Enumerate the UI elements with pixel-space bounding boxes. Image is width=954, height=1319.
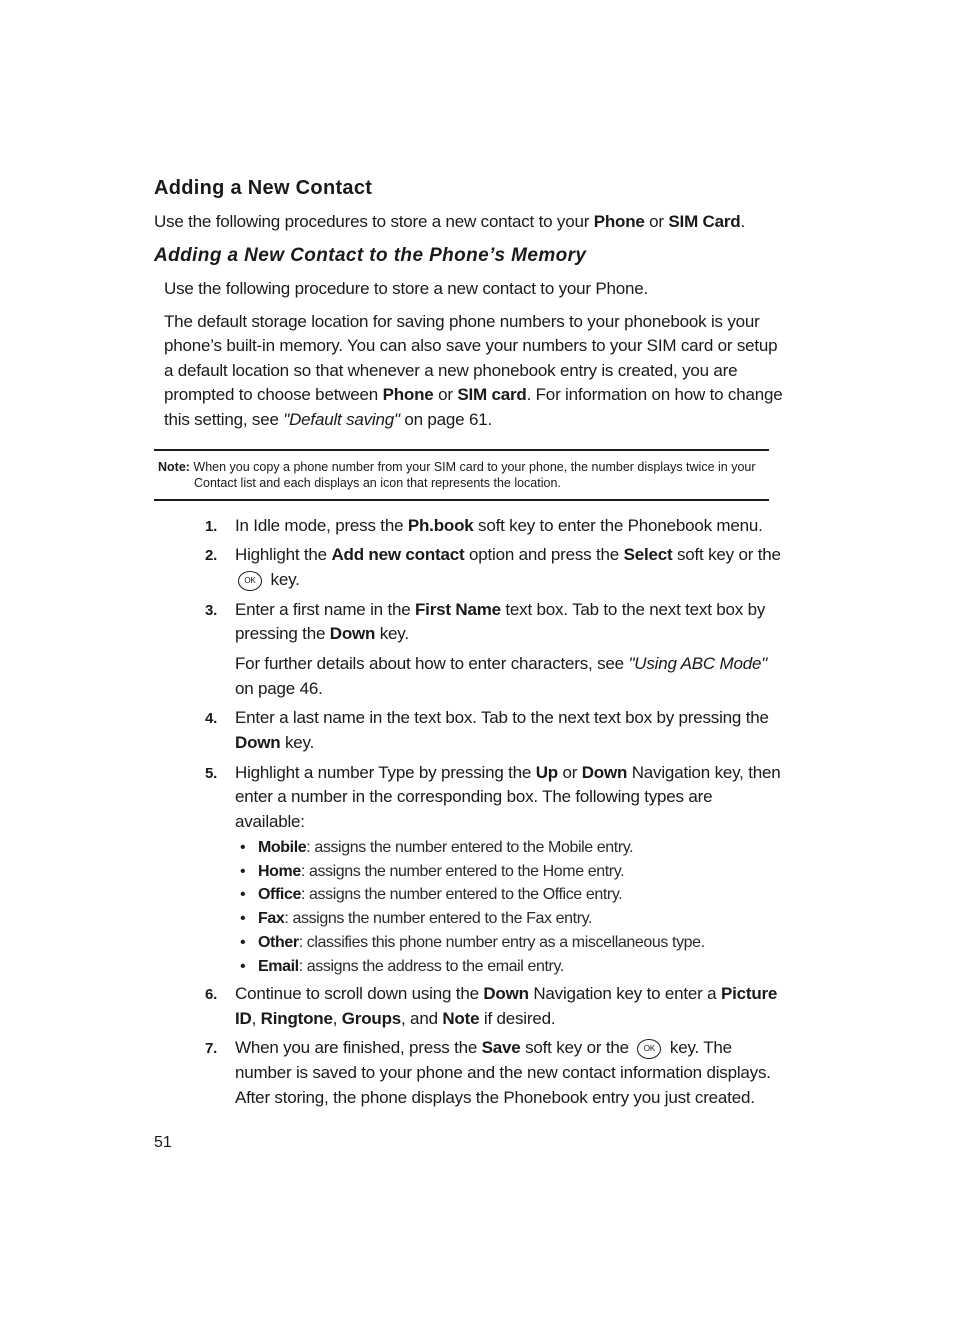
bold-add-new-contact: Add new contact (331, 545, 465, 564)
step-5-line-2: enter a number in the corresponding box. The following types are (235, 787, 713, 806)
bullet-item-office (258, 886, 622, 904)
note-bottom-rule (154, 499, 769, 501)
text: key. The (665, 1038, 732, 1057)
text: text box. Tab to the next text box by (500, 600, 766, 619)
step-2-line-2 (238, 570, 300, 591)
cross-reference-default-saving[interactable]: "Default saving" (283, 410, 400, 429)
bullet-term: Home (258, 863, 301, 880)
intro-text: Use the following procedures to store a new contact to your (154, 212, 594, 231)
text: Navigation key, then (627, 763, 781, 782)
bullet-desc: : assigns the address to the email entry. (298, 958, 564, 975)
text: if desired. (479, 1009, 556, 1028)
step-number: 6. (205, 986, 218, 1003)
bullet-item-home (258, 863, 624, 881)
bullet-desc: : assigns the number entered to the Mobile entry. (306, 839, 634, 856)
text: Enter a first name in the (235, 600, 415, 619)
bold-up: Up (535, 763, 558, 782)
bullet-marker: • (240, 934, 246, 951)
text: Highlight the (235, 545, 332, 564)
step-3-line-2 (235, 624, 409, 644)
step-5-line-3: available: (235, 812, 305, 831)
step-4-line-1: Enter a last name in the text box. Tab to the next text box by pressing the (235, 708, 769, 727)
bold-down: Down (581, 763, 628, 782)
note-top-rule (154, 449, 769, 451)
intro-paragraph (154, 212, 745, 232)
bullet-item-mobile (258, 839, 633, 857)
bold-select: Select (623, 545, 673, 564)
bold-down: Down (235, 733, 281, 752)
intro-phone: Phone (593, 212, 645, 231)
bullet-term: Office (258, 886, 301, 903)
bold-sim-card: SIM card (457, 385, 527, 404)
bullet-term: Email (258, 958, 299, 975)
page-number: 51 (154, 1134, 172, 1151)
text: prompted to choose between (164, 385, 383, 404)
intro-period: . (740, 212, 746, 231)
bold-first-name: First Name (415, 600, 501, 619)
text: pressing the (235, 624, 330, 643)
text: key. (280, 733, 315, 752)
bullet-term: Mobile (258, 839, 307, 856)
text: In Idle mode, press the (235, 516, 408, 535)
text: Highlight a number Type by pressing the (235, 763, 536, 782)
bold-ringtone: Ringtone (260, 1009, 333, 1028)
bullet-desc: : assigns the number entered to the Home entry. (300, 863, 625, 880)
step-number: 7. (205, 1040, 218, 1057)
bullet-marker: • (240, 886, 246, 903)
text: For further details about how to enter characters, see (235, 654, 629, 673)
bold-save: Save (481, 1038, 521, 1057)
text: on page 61. (399, 410, 492, 429)
text: , (332, 1009, 342, 1028)
intro-or: or (644, 212, 669, 231)
ok-key-icon (238, 571, 262, 591)
step-number: 5. (205, 765, 218, 782)
bullet-term: Fax (258, 910, 285, 927)
text: , (251, 1009, 261, 1028)
subsection-heading: Adding a New Contact to the Phone’s Memory (154, 245, 587, 266)
text: this setting, see (164, 410, 284, 429)
bullet-desc: : assigns the number entered to the Office entry. (300, 886, 623, 903)
step-7-line-3: After storing, the phone displays the Phonebook entry you just created. (235, 1088, 755, 1107)
text: , and (401, 1009, 443, 1028)
text: key. (375, 624, 409, 643)
text: soft key or the (520, 1038, 634, 1057)
bullet-marker: • (240, 839, 246, 856)
bullet-term: Other (258, 934, 299, 951)
text: Continue to scroll down using the (235, 984, 484, 1003)
bullet-marker: • (240, 958, 246, 975)
default-location-line-3: a default location so that whenever a new phonebook entry is created, you are (164, 361, 738, 380)
default-location-line-4 (164, 385, 782, 405)
note-text: When you copy a phone number from your SIM card to your phone, the number displays twice in your (189, 460, 756, 474)
step-number: 2. (205, 547, 218, 564)
text: option and press the (464, 545, 624, 564)
ok-key-icon (637, 1039, 661, 1059)
bold-id: ID (235, 1009, 252, 1028)
bold-phone: Phone (382, 385, 434, 404)
cross-reference-using-abc-mode[interactable]: "Using ABC Mode" (628, 654, 768, 673)
default-location-line-5 (164, 410, 492, 430)
step-2-line-1 (235, 545, 781, 565)
ok-key-label: OK (643, 1043, 655, 1053)
step-7-line-2: number is saved to your phone and the new contact information displays. (235, 1063, 771, 1082)
note-label: Note: (158, 460, 190, 474)
bold-groups: Groups (341, 1009, 402, 1028)
intro-sim-card: SIM Card (668, 212, 741, 231)
step-number: 1. (205, 518, 218, 535)
text: Navigation key to enter a (528, 984, 721, 1003)
bullet-marker: • (240, 910, 246, 927)
step-6-line-1 (235, 984, 777, 1004)
bold-picture: Picture (720, 984, 778, 1003)
ok-key-label: OK (244, 575, 256, 585)
text: key. (266, 570, 300, 589)
bold-note: Note (442, 1009, 480, 1028)
step-7-line-1 (235, 1038, 732, 1059)
bold-down: Down (483, 984, 529, 1003)
bullet-item-email (258, 958, 564, 976)
default-location-line-1: The default storage location for saving phone numbers to your phonebook is your (164, 312, 760, 331)
bold-down: Down (329, 624, 376, 643)
bullet-item-fax (258, 910, 592, 928)
text: . For information on how to change (526, 385, 783, 404)
step-6-line-2 (235, 1009, 555, 1029)
step-1-text (235, 516, 763, 536)
text: When you are finished, press the (235, 1038, 482, 1057)
step-3-sub-line-2: on page 46. (235, 679, 323, 698)
step-3-line-1 (235, 600, 765, 620)
step-4-line-2 (235, 733, 314, 753)
section-heading: Adding a New Contact (154, 177, 373, 199)
text: or (557, 763, 582, 782)
step-3-sub-line-1 (235, 654, 767, 674)
note-line-2: Contact list and each displays an icon that represents the location. (194, 476, 561, 490)
text: soft key or the (672, 545, 781, 564)
bullet-item-other (258, 934, 705, 952)
bullet-marker: • (240, 863, 246, 880)
text: soft key to enter the Phonebook menu. (473, 516, 763, 535)
text: or (433, 385, 458, 404)
bullet-desc: : classifies this phone number entry as a miscellaneous type. (298, 934, 705, 951)
bold-ph-book: Ph.book (407, 516, 474, 535)
step-number: 4. (205, 710, 218, 727)
step-number: 3. (205, 602, 218, 619)
note-line-1 (158, 459, 756, 475)
default-location-line-2: phone’s built-in memory. You can also save your numbers to your SIM card or setup (164, 336, 778, 355)
procedure-intro: Use the following procedure to store a new contact to your Phone. (164, 279, 649, 298)
step-5-line-1 (235, 763, 781, 783)
bullet-desc: : assigns the number entered to the Fax entry. (284, 910, 593, 927)
